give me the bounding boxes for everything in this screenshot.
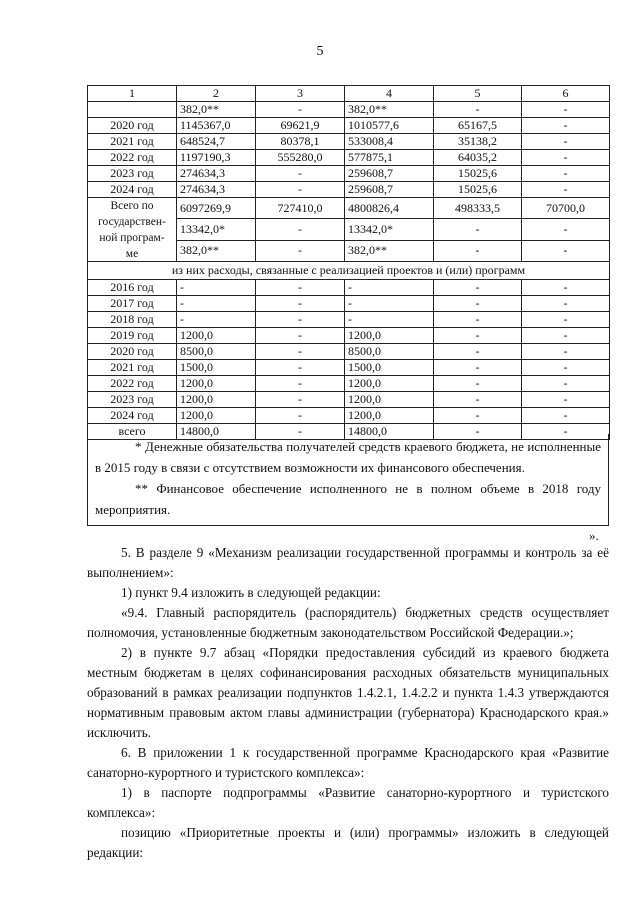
table-cell: -	[256, 424, 345, 440]
table-cell: 2022 год	[88, 150, 177, 166]
table-cell: -	[522, 408, 610, 424]
table-cell: -	[256, 360, 345, 376]
table-cell: 5	[434, 86, 522, 102]
table-cell: 3	[256, 86, 345, 102]
table-row	[88, 182, 610, 198]
body-text	[87, 543, 609, 863]
paragraph: 1) пункт 9.4 изложить в следующей редакции:	[121, 585, 381, 600]
table-cell: 2023 год	[88, 392, 177, 408]
table-cell: 2020 год	[88, 344, 177, 360]
table-cell: 6	[522, 86, 610, 102]
table-cell: 2017 год	[88, 296, 177, 312]
table-cell: 259608,7	[345, 166, 434, 182]
table-cell	[88, 102, 177, 118]
table-cell: -	[256, 408, 345, 424]
table-cell: -	[522, 102, 610, 118]
table-cell: -	[522, 296, 610, 312]
table-cell: 8500,0	[177, 344, 256, 360]
table-cell: 555280,0	[256, 150, 345, 166]
table-cell: -	[522, 360, 610, 376]
page-number: 5	[316, 44, 324, 59]
table-cell: -	[522, 182, 610, 198]
paragraph: 6. В приложении 1 к государственной программе Краснодарского края «Развитие санаторно-курортного и туристского комплекса»:	[87, 745, 609, 780]
table-cell: -	[256, 166, 345, 182]
table-cell: -	[177, 312, 256, 328]
paragraph: 2) в пункте 9.7 абзац «Порядки предоставления субсидий из краевого бюджета местным бюджетам в целях софинансирования расходных обязательств муниципальных образований в рамках реализации подпунктов 1.4.2.1, 1.4.2.2 и пункта 1.4.3 утверждаются нормативным правовым актом главы администрации (губернатора) Краснодарского края.» исключить.	[87, 645, 609, 740]
table-cell: -	[434, 328, 522, 344]
total-label-line: ной програм-	[99, 232, 165, 244]
table-cell: -	[434, 344, 522, 360]
financing-table	[87, 85, 610, 440]
table-cell: 1200,0	[177, 392, 256, 408]
table-row	[88, 280, 610, 296]
table-row	[88, 344, 610, 360]
table-cell: -	[434, 376, 522, 392]
paragraph: 1) в паспорте подпрограммы «Развитие санаторно-курортного и туристского комплекса»:	[87, 785, 609, 820]
table-cell: -	[434, 102, 522, 118]
table-cell: 2024 год	[88, 182, 177, 198]
table-cell: -	[177, 296, 256, 312]
table-cell: 2020 год	[88, 118, 177, 134]
table-cell: -	[522, 118, 610, 134]
table-cell: 4800826,4	[345, 198, 434, 219]
paragraph: «9.4. Главный распорядитель (распорядитель) бюджетных средств осуществляет полномочия, установленные бюджетным законодательством Российской Федерации.»;	[87, 605, 609, 640]
table-cell: 274634,3	[177, 182, 256, 198]
table-row	[88, 118, 610, 134]
table-cell: 14800,0	[345, 424, 434, 440]
table-cell: 1200,0	[345, 328, 434, 344]
table-cell: 382,0**	[177, 240, 256, 261]
table-cell: всего	[88, 424, 177, 440]
table-cell: -	[522, 150, 610, 166]
table-cell: 1200,0	[345, 376, 434, 392]
table-cell: -	[434, 424, 522, 440]
table-cell: -	[522, 328, 610, 344]
table-cell: 80378,1	[256, 134, 345, 150]
table-cell: 65167,5	[434, 118, 522, 134]
table-row-total	[88, 198, 610, 219]
table-cell: 1200,0	[177, 408, 256, 424]
paragraph: 5. В разделе 9 «Механизм реализации государственной программы и контроль за её выполнением»:	[87, 545, 609, 580]
table-cell: 2021 год	[88, 360, 177, 376]
table-cell: 2018 год	[88, 312, 177, 328]
table-cell: -	[256, 376, 345, 392]
table-cell: -	[522, 219, 610, 240]
table-cell: 2016 год	[88, 280, 177, 296]
table-cell: 69621,9	[256, 118, 345, 134]
table-cell: 64035,2	[434, 150, 522, 166]
table-cell: -	[522, 376, 610, 392]
table-row	[88, 296, 610, 312]
table-cell: 6097269,9	[177, 198, 256, 219]
table-cell: -	[256, 280, 345, 296]
table-cell: -	[177, 280, 256, 296]
table-cell: 15025,6	[434, 182, 522, 198]
table-cell: -	[256, 392, 345, 408]
table-cell: 382,0**	[345, 102, 434, 118]
table-row	[88, 150, 610, 166]
table-cell: 8500,0	[345, 344, 434, 360]
table-cell: -	[345, 296, 434, 312]
table-row	[88, 102, 610, 118]
table-cell: 70700,0	[522, 198, 610, 219]
table-cell: -	[256, 296, 345, 312]
table-cell: -	[256, 182, 345, 198]
table-cell: 1500,0	[345, 360, 434, 376]
table-cell: 2021 год	[88, 134, 177, 150]
table-cell: 1	[88, 86, 177, 102]
table-cell: 13342,0*	[345, 219, 434, 240]
table-cell: -	[522, 240, 610, 261]
total-label-line: государствен-	[98, 216, 166, 228]
paragraph: позицию «Приоритетные проекты и (или) программы» изложить в следующей редакции:	[87, 825, 609, 860]
table-cell: 382,0**	[345, 240, 434, 261]
table-cell: -	[522, 424, 610, 440]
table-cell: -	[434, 240, 522, 261]
table-cell: 577875,1	[345, 150, 434, 166]
table-cell: из них расходы, связанные с реализацией проектов и (или) программ	[88, 262, 610, 280]
table-cell: -	[522, 280, 610, 296]
table-row	[88, 312, 610, 328]
table-cell: -	[522, 166, 610, 182]
table-cell: 1145367,0	[177, 118, 256, 134]
table-cell: 498333,5	[434, 198, 522, 219]
table-cell: 15025,6	[434, 166, 522, 182]
table-cell: 259608,7	[345, 182, 434, 198]
table-cell: -	[434, 312, 522, 328]
total-label-line: ме	[125, 248, 139, 260]
table-cell: -	[345, 312, 434, 328]
table-cell: -	[256, 102, 345, 118]
table-cell: -	[256, 328, 345, 344]
table-row	[88, 376, 610, 392]
table-cell: 1197190,3	[177, 150, 256, 166]
table-cell: 14800,0	[177, 424, 256, 440]
table-cell: -	[434, 219, 522, 240]
table-cell: 2	[177, 86, 256, 102]
total-label-cell	[88, 198, 177, 262]
table-row	[88, 360, 610, 376]
table-cell: -	[522, 392, 610, 408]
footnotes	[87, 434, 609, 526]
table-cell: 1200,0	[177, 328, 256, 344]
table-cell: -	[522, 344, 610, 360]
table-cell: -	[434, 296, 522, 312]
table-row	[88, 408, 610, 424]
table-header-row	[88, 86, 610, 102]
footnote-1: * Денежные обязательства получателей средств краевого бюджета, не исполненные в 2015 году в связи с отсутствием возможности их финансового обеспечения.	[95, 439, 601, 475]
table-cell: 533008,4	[345, 134, 434, 150]
table-cell: -	[434, 360, 522, 376]
table-cell: 1200,0	[345, 408, 434, 424]
table-cell: -	[434, 280, 522, 296]
table-cell: 35138,2	[434, 134, 522, 150]
table-cell: 727410,0	[256, 198, 345, 219]
table-cell: -	[522, 312, 610, 328]
table-cell: -	[434, 408, 522, 424]
table-cell: 648524,7	[177, 134, 256, 150]
closing-quote: ».	[589, 528, 599, 543]
footnote-2: ** Финансовое обеспечение исполненного не в полном объеме в 2018 году мероприятия.	[95, 481, 601, 517]
table-row	[88, 166, 610, 182]
table-cell: -	[522, 134, 610, 150]
table-cell: -	[345, 280, 434, 296]
table-section-row	[88, 262, 610, 280]
table-cell: 1200,0	[177, 376, 256, 392]
table-row	[88, 328, 610, 344]
table-cell: -	[434, 392, 522, 408]
total-label-line: Всего по	[110, 200, 154, 212]
table-cell: 1010577,6	[345, 118, 434, 134]
table-row	[88, 392, 610, 408]
table-cell: 13342,0*	[177, 219, 256, 240]
table-cell: 2022 год	[88, 376, 177, 392]
table-cell: -	[256, 344, 345, 360]
table-cell: -	[256, 240, 345, 261]
table-cell: 2024 год	[88, 408, 177, 424]
table-cell: 1200,0	[345, 392, 434, 408]
table-cell: 274634,3	[177, 166, 256, 182]
financing-table-body	[88, 86, 610, 440]
table-cell: 2023 год	[88, 166, 177, 182]
table-cell: 382,0**	[177, 102, 256, 118]
table-cell: -	[256, 219, 345, 240]
table-cell: 2019 год	[88, 328, 177, 344]
table-cell: 4	[345, 86, 434, 102]
table-cell: 1500,0	[177, 360, 256, 376]
table-row	[88, 134, 610, 150]
table-cell: -	[256, 312, 345, 328]
